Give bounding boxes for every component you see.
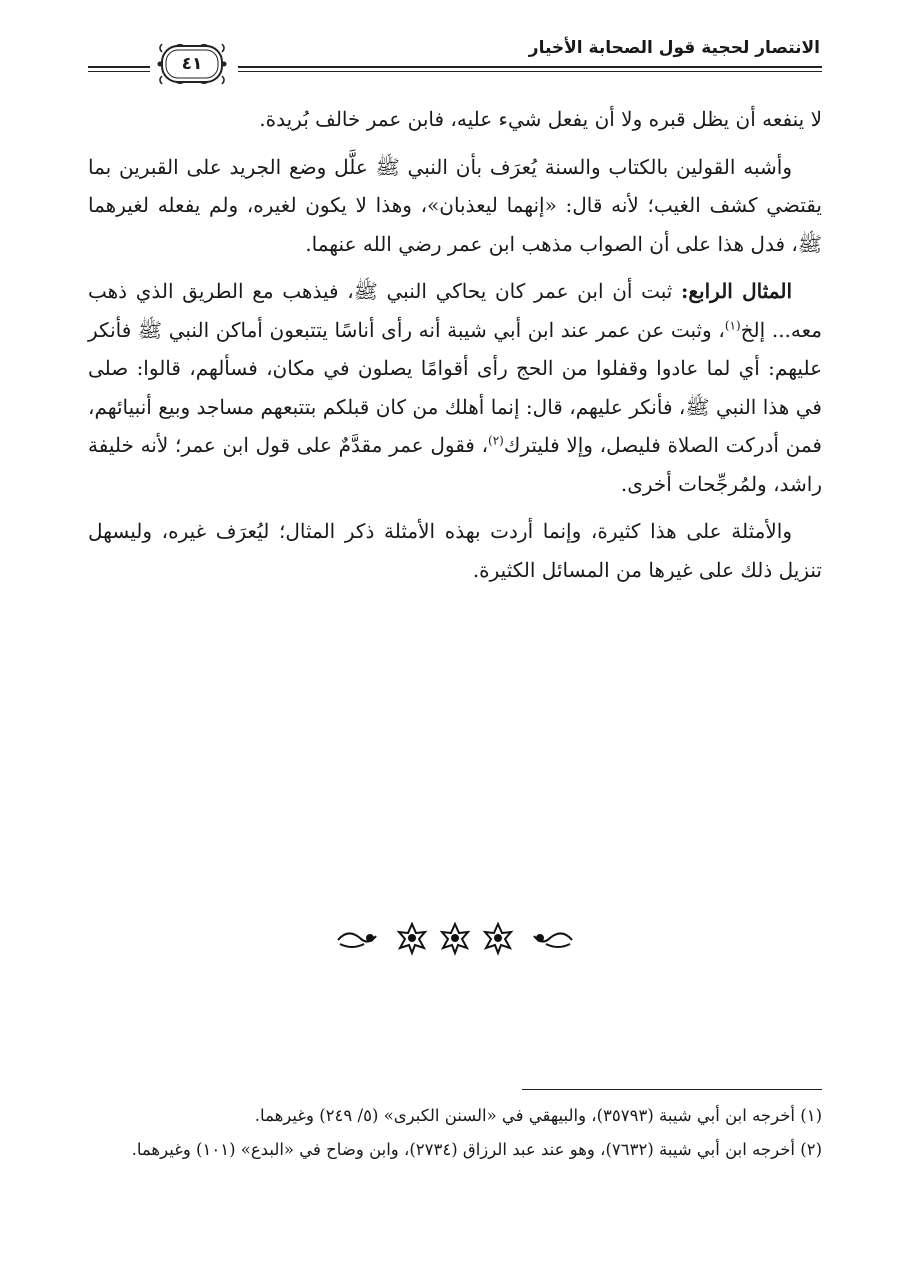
- star-flower-icon: [442, 924, 468, 953]
- footnotes: [88, 1099, 822, 1167]
- page-number: ٤١: [181, 54, 203, 74]
- main-text: [88, 100, 822, 598]
- footnote-ref-1[interactable]: (١): [724, 317, 741, 332]
- footnote-1: (١) أخرجه ابن أبي شيبة (٣٥٧٩٣)، والبيهقي في «السنن الكبرى» (٥/ ٢٤٩) وغيرهما.: [254, 1106, 822, 1125]
- page-number-badge: [156, 42, 228, 86]
- paragraph-2: وأشبه القولين بالكتاب والسنة يُعرَف بأن النبي ﷺ علَّل وضع الجريد على القبرين بما يقتضي كشف الغيب؛ لأنه قال: «إنهما ليعذبان»، وهذا لا يكون لغيره، ولم يفعله لغيرهما ﷺ، فدل هذا على أن الصواب مذهب ابن عمر رضي الله عنهما.: [88, 154, 822, 256]
- star-flower-icon: [399, 924, 425, 953]
- footnote-ref-2[interactable]: (٢): [488, 433, 504, 448]
- header-rule-left: [88, 66, 150, 72]
- footnote-separator: [522, 1089, 822, 1090]
- paragraph-3-part-a: ثبت أن ابن عمر كان يحاكي النبي ﷺ، فيذهب مع الطريق الذي ذهب معه... إلخ: [88, 279, 822, 342]
- right-scroll-icon: [534, 933, 572, 947]
- footnote-2: (٢) أخرجه ابن أبي شيبة (٧٦٣٢)، وهو عند عبد الرزاق (٢٧٣٤)، وابن وضاح في «البدع» (١٠١) وغيرهما.: [131, 1140, 822, 1159]
- paragraph-3-part-b: ، وثبت عن عمر عند ابن أبي شيبة أنه رأى أناسًا يتتبعون أماكن النبي ﷺ فأنكر عليهم: أي لما عادوا وقفلوا من الحج رأى أقوامًا يصلون في مكان، فسألهم، قالوا: صلى في هذا النبي ﷺ، فأنكر عليهم، قال: إنما أهلك من كان قبلكم بتتبعهم مساجد وبيع أنبيائهم، فمن أدركت الصلاة فليصل، وإلا فليترك: [88, 317, 822, 457]
- paragraph-3: [88, 272, 822, 503]
- paragraph-1: لا ينفعه أن يظل قبره ولا أن يفعل شيء عليه، فابن عمر خالف بُريدة.: [259, 107, 822, 131]
- running-title: الانتصار لحجية قول الصحابة الأخيار: [528, 38, 820, 58]
- paragraph-4: والأمثلة على هذا كثيرة، وإنما أردت بهذه الأمثلة ذكر المثال؛ ليُعرَف غيره، وليسهل تنزيل ذلك على غيرها من المسائل الكثيرة.: [88, 519, 822, 582]
- header-rule: [238, 66, 822, 72]
- paragraph-3-part-c: ، فقول عمر مقدَّمٌ على قول ابن عمر؛ لأنه خليفة راشد، ولمُرجِّحات أخرى.: [88, 433, 822, 496]
- example-label: المثال الرابع:: [681, 279, 792, 303]
- left-scroll-icon: [338, 933, 376, 947]
- star-flower-icon: [485, 924, 511, 953]
- section-divider-ornament: [330, 918, 580, 958]
